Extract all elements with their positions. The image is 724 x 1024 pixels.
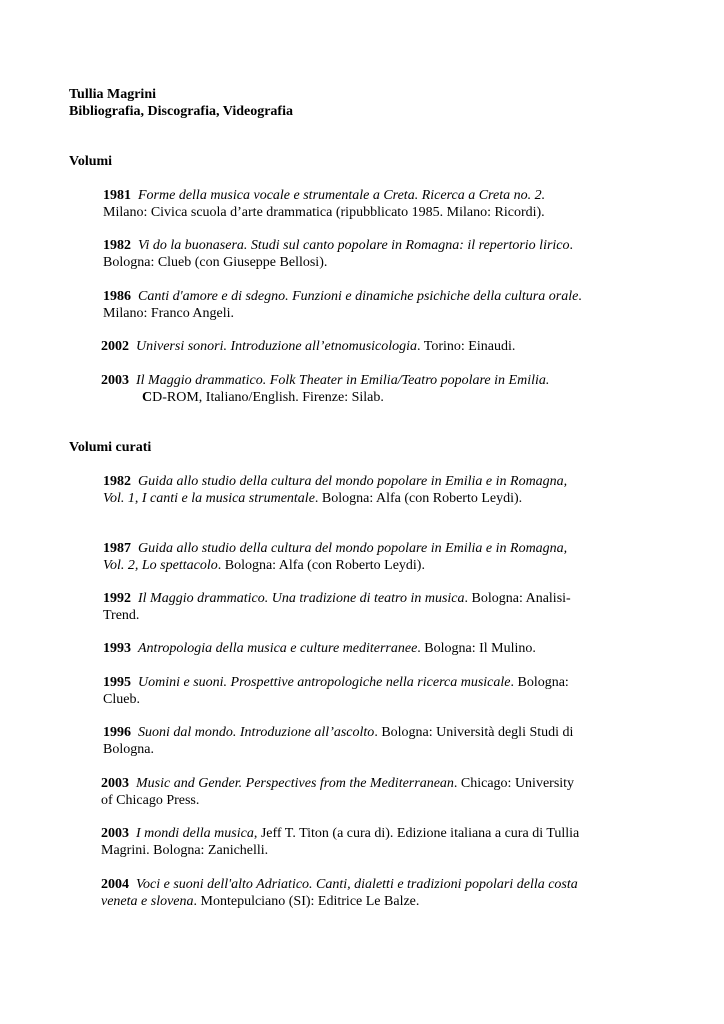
entry-year: 1996 [103,725,131,740]
entry-details: . Bologna: Clueb. [103,675,569,707]
entry-year: 1986 [103,289,131,304]
bibliography-entry [103,640,583,657]
entry-title: Suoni dal mondo. Introduzione all’ascolto [138,725,375,740]
entry-details: . Bologna: Università degli Studi di Bologna. [103,725,574,757]
entry-details-lead: C [142,390,153,405]
entry-year: 2003 [101,776,129,791]
bibliography-entry [103,724,583,758]
entry-year: 2003 [101,373,129,388]
entry-details: . Bologna: Il Mulino. [417,641,536,656]
entry-details: . Bologna: Clueb (con Giuseppe Bellosi). [103,238,574,270]
entry-title: Voci e suoni dell'alto Adriatico. Canti, dialetti e tradizioni popolari della costa veneta e slovena [101,877,578,909]
entry-title-separator: , [134,491,142,506]
section-title-volumi-curati: Volumi curati [69,440,152,455]
bibliography-entry [101,338,581,355]
entry-year: 2004 [101,877,129,892]
entry-title: Il Maggio drammatico. Folk Theater in Emilia/Teatro popolare in Emilia. [136,373,550,388]
bibliography-entry [103,540,583,574]
entry-year: 1993 [103,641,131,656]
bibliography-entry [101,876,581,910]
entry-details: . Torino: Einaudi. [417,339,516,354]
bibliography-entry [103,288,583,322]
entry-year: 1995 [103,675,131,690]
bibliography-entry [101,372,581,406]
entry-details: . Bologna: Alfa (con Roberto Leydi). [217,558,425,573]
entry-details: . Milano: Franco Angeli. [103,289,582,321]
bibliography-entry [103,187,583,221]
entry-details: . Montepulciano (SI): Editrice Le Balze. [193,894,420,909]
entry-title: Music and Gender. Perspectives from the Mediterranean [136,776,454,791]
entry-year: 1982 [103,238,131,253]
entry-title: Guida allo studio della cultura del mondo popolare in Emilia e in Romagna, Vol. 2, Lo spettacolo [103,541,568,573]
author-name: Tullia Magrini [69,87,157,102]
entry-details: Milano: Civica scuola d’arte drammatica (ripubblicato 1985. Milano: Ricordi). [103,205,545,220]
entry-title: Guida allo studio della cultura del mondo popolare in Emilia e in Romagna, Vol. 1 [103,474,568,506]
entry-title: Vi do la buonasera. Studi sul canto popolare in Romagna: il repertorio lirico [138,238,570,253]
entry-year: 1987 [103,541,131,556]
entry-details: . Bologna: Analisi-Trend. [103,591,571,623]
entry-title: Il Maggio drammatico. Una tradizione di teatro in musica [138,591,465,606]
entry-title: Universi sonori. Introduzione all’etnomusicologia [136,339,418,354]
bibliography-entry [103,590,583,624]
bibliography-entry [103,237,583,271]
entry-details: D-ROM, Italiano/English. Firenze: Silab. [152,390,384,405]
bibliography-entry [103,674,583,708]
document-subtitle: Bibliografia, Discografia, Videografia [69,104,293,119]
entry-year: 2003 [101,826,129,841]
bibliography-entry [101,775,581,809]
entry-year: 1992 [103,591,131,606]
entry-subtitle: I canti e la musica strumentale [141,491,315,506]
entry-year: 2002 [101,339,129,354]
entry-details: . Chicago: University of Chicago Press. [101,776,575,808]
entry-title: Forme della musica vocale e strumentale a Creta. Ricerca a Creta no. 2. [138,188,546,203]
entry-details: . Bologna: Alfa (con Roberto Leydi). [314,491,523,506]
section-title-volumi: Volumi [69,154,113,169]
entry-year: 1981 [103,188,131,203]
bibliography-entry [101,825,581,859]
bibliography-entry [103,473,583,507]
entry-title: I mondi della musica [136,826,254,841]
entry-title: Uomini e suoni. Prospettive antropologiche nella ricerca musicale [138,675,511,690]
entry-details: , Jeff T. Titon (a cura di). Edizione italiana a cura di Tullia Magrini. Bologna: Zanichelli. [101,826,580,858]
entry-title: Canti d'amore e di sdegno. Funzioni e dinamiche psichiche della cultura orale [138,289,579,304]
entry-year: 1982 [103,474,131,489]
entry-title: Antropologia della musica e culture mediterranee [138,641,418,656]
